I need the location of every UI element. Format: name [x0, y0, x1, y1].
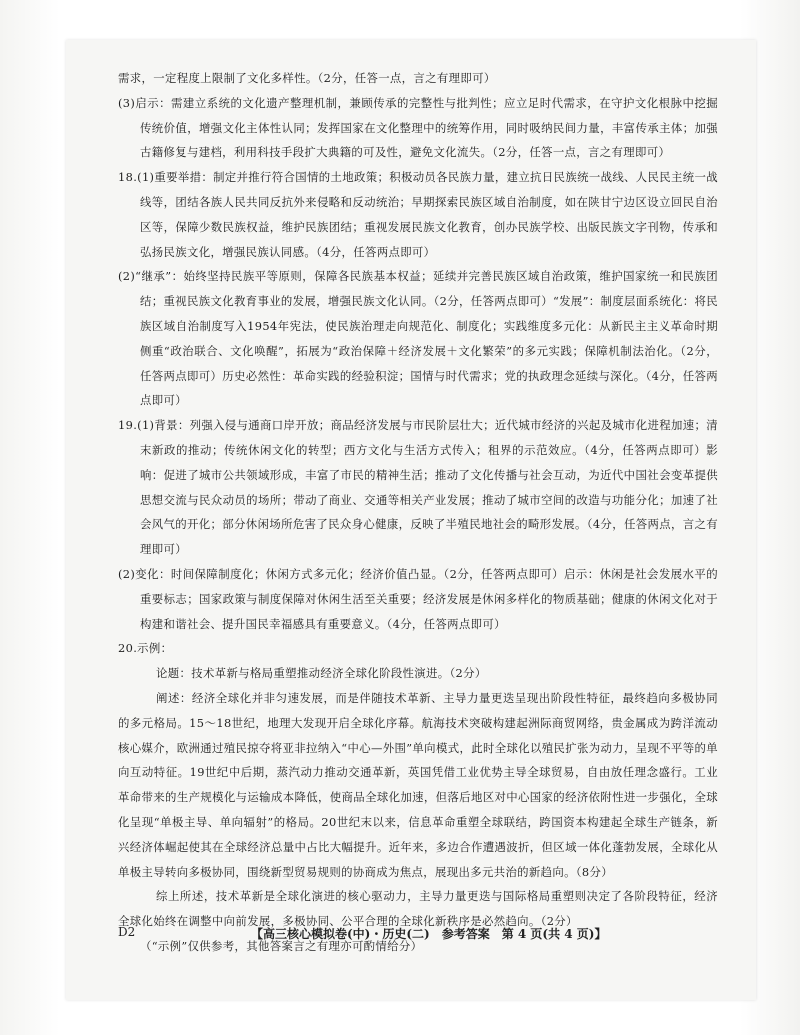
page-footer: [118, 925, 718, 945]
answer-19-1: 19.(1)背景：列强入侵与通商口岸开放；商品经济发展与市民阶层壮大；近代城市经济的兴起及城市化进程加速；清末新政的推动；传统休闲文化的转型；西方文化与生活方式传入；租界的示范效应。（4分，任答两点即可）影响：促进了城市公共领域形成，丰富了市民的精神生活；推动了文化传播与社会互动，为近代中国社会变革提供思想交流与民众动员的场所；带动了商业、交通等相关产业发展；推动了城市空间的改造与功能分化；加速了社会风气的开化；部分休闲场所危害了民众身心健康，反映了半殖民地社会的畸形发展。（4分，任答两点，言之有理即可）: [118, 418, 718, 557]
footer-title: 【高三核心模拟卷(中)・历史(二) 参考答案 第 4 页(共 4 页)】: [251, 927, 607, 941]
answer-19-2: (2)变化：时间保障制度化；休闲方式多元化；经济价值凸显。（2分，任答两点即可）启示：休闲是社会发展水平的重要标志；国家政策与制度保障对休闲生活至关重要；经济发展是休闲多样化的物质基础；健康的休闲文化对于构建和谐社会、提升国民幸福感具有重要意义。（4分，任答两点即可）: [118, 566, 718, 631]
answer-18-1: 18.(1)重要举措：制定并推行符合国情的土地政策；积极动员各民族力量，建立抗日民族统一战线、人民民主统一战线等，团结各族人民共同反抗外来侵略和反动统治；早期探索民族区域自治制度，如在陕甘宁边区设立回民自治区等，保障少数民族权益，维护民族团结；重视发展民族文化教育，创办民族学校、出版民族文字刊物，传承和弘扬民族文化，增强民族认同感。（4分，任答两点即可）: [118, 170, 718, 259]
answer-20-conclusion: 综上所述，技术革新是全球化演进的核心驱动力，主导力量更迭与国际格局重塑则决定了各阶段特征，经济全球化始终在调整中向前发展，多极协同、公平合理的全球化新秩序是必然趋向。（2分）: [118, 889, 718, 929]
answer-17-3: (3)启示：需建立系统的文化遗产整理机制，兼顾传承的完整性与批判性；应立足时代需求，在守护文化根脉中挖掘传统价值，增强文化主体性认同；发挥国家在文化整理中的统筹作用，同时吸纳民间力量，丰富传承主体；加强古籍修复与建档，利用科技手段扩大典籍的可及性，避免文化流失。（2分，任答一点，言之有理即可）: [118, 95, 718, 160]
answer-20-thesis: 论题：技术革新与格局重塑推动经济全球化阶段性演进。（2分）: [156, 666, 487, 681]
paper-code: D2: [118, 925, 136, 939]
answer-18-2: (2)“继承”：始终坚持民族平等原则，保障各民族基本权益；延续并完善民族区域自治政策，维护国家统一和民族团结；重视民族文化教育事业的发展，增强民族文化认同。（2分，任答两点即可）“发展”：制度层面系统化：将民族区域自治制度写入1954年宪法，使民族治理走向规范化、制度化；实践维度多元化：从新民主主义革命时期侧重“政治联合、文化唤醒”，拓展为“政治保障＋经济发展＋文化繁荣”的多元实践；保障机制法治化。（2分，任答两点即可）历史必然性：革命实践的经验积淀；国情与时代需求；党的执政理念延续与深化。（4分，任答两点即可）: [118, 269, 718, 408]
answer-20-heading: 20.示例：: [118, 641, 173, 656]
answer-17-2-continued: 需求，一定程度上限制了文化多样性。（2分，任答一点，言之有理即可）: [118, 71, 496, 85]
answer-20-note: （“示例”仅供参考，其他答案言之有理亦可酌情给分）: [140, 938, 423, 953]
answer-key-content: [118, 66, 718, 959]
answer-20-argument: 阐述：经济全球化并非匀速发展，而是伴随技术革新、主导力量更迭呈现出阶段性特征，最终趋向多极协同的多元格局。15～18世纪，地理大发现开启全球化序幕。航海技术突破构建起洲际商贸网络，贵金属成为跨洋流动核心媒介，欧洲通过殖民掠夺将亚非拉纳入“中心—外围”单向模式，此时全球化以殖民扩张为动力，呈现不平等的单向互动特征。19世纪中后期，蒸汽动力推动交通革新，英国凭借工业优势主导全球贸易，自由放任理念盛行。工业革命带来的生产规模化与运输成本降低，使商品全球化加速，但落后地区对中心国家的经济依附性进一步强化，全球化呈现“单极主导、单向辐射”的格局。20世纪末以来，信息革命重塑全球联结，跨国资本构建起全球生产链条，新兴经济体崛起使其在全球经济总量中占比大幅提升。近年来，多边合作遭遇波折，但区域一体化蓬勃发展，全球化从单极主导转向多极协同，围绕新型贸易规则的协商成为焦点，展现出多元共治的新趋向。（8分）: [118, 690, 718, 879]
